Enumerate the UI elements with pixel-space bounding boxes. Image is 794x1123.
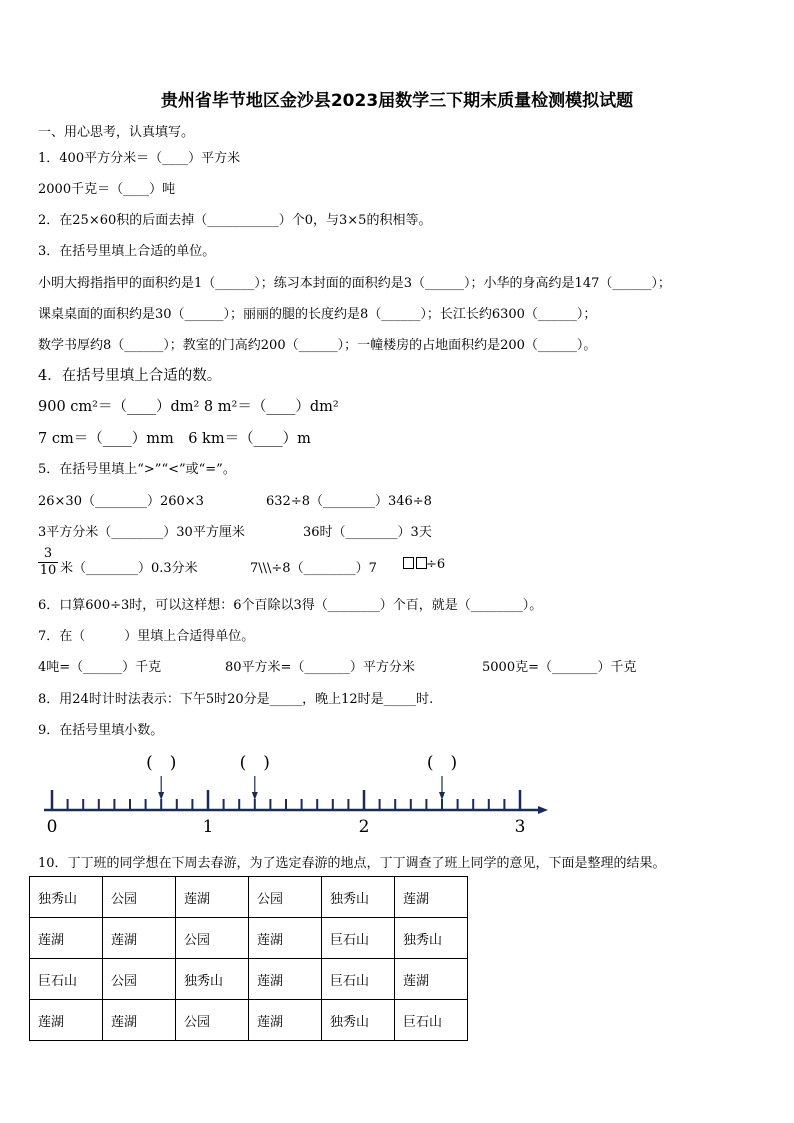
table-cell: 莲湖 bbox=[395, 959, 468, 1000]
compare-item: 36时（________）3天 bbox=[303, 525, 432, 540]
table-cell: 独秀山 bbox=[322, 1000, 395, 1041]
table-cell: 莲湖 bbox=[249, 1000, 322, 1041]
pointer-arrowhead bbox=[439, 792, 445, 800]
number-line-label: 0 bbox=[46, 817, 58, 837]
compare-item: 7\\\÷8（________）7 bbox=[250, 561, 377, 576]
number-line-label: 1 bbox=[202, 817, 214, 837]
compare-item: 632÷8（________）346÷8 bbox=[266, 494, 432, 509]
table-cell: 莲湖 bbox=[249, 959, 322, 1000]
table-cell: 公园 bbox=[103, 959, 176, 1000]
page-title: 贵州省毕节地区金沙县2023届数学三下期末质量检测模拟试题 bbox=[160, 91, 634, 111]
pointer-arrowhead bbox=[252, 792, 258, 800]
table-row bbox=[30, 1000, 468, 1041]
table-cell: 莲湖 bbox=[30, 918, 103, 959]
number-line-label: 2 bbox=[358, 817, 370, 837]
table-cell: 莲湖 bbox=[30, 1000, 103, 1041]
table-cell: 巨石山 bbox=[322, 918, 395, 959]
table-cell: 公园 bbox=[103, 877, 176, 918]
question-3-line-2: 课桌桌面的面积约是30（______）；丽丽的腿的长度约是8（______）；长江长约6300（______）； bbox=[38, 307, 597, 322]
question-4-line-2: 7 cm＝（____）mm 6 km＝（____）m bbox=[38, 431, 311, 447]
question-9: 9．在括号里填小数。 bbox=[38, 723, 164, 738]
table-row bbox=[30, 959, 468, 1000]
compare-item: 米（________）0.3分米 bbox=[60, 561, 198, 576]
table-cell: 公园 bbox=[176, 1000, 249, 1041]
unit-item: 4吨=（______）千克 bbox=[38, 660, 162, 675]
blank-boxes bbox=[402, 557, 428, 572]
compare-item: 26×30（________）260×3 bbox=[38, 494, 204, 509]
table-cell: 独秀山 bbox=[30, 877, 103, 918]
number-line-label: 3 bbox=[514, 817, 526, 837]
question-6: 6．口算600÷3时，可以这样想：6个百除以3得（________）个百，就是（________）。 bbox=[38, 598, 543, 613]
table-cell: 独秀山 bbox=[395, 918, 468, 959]
compare-item: 3平方分米（________）30平方厘米 bbox=[38, 525, 245, 540]
section-heading: 一、用心思考，认真填写。 bbox=[38, 125, 195, 140]
question-5: 5．在括号里填上“>”“<”或“=”。 bbox=[38, 462, 236, 477]
answer-bracket: ( ) bbox=[146, 753, 177, 773]
fraction-denominator: 10 bbox=[39, 563, 57, 578]
number-line-arrowhead bbox=[538, 806, 548, 814]
table-cell: 莲湖 bbox=[249, 918, 322, 959]
table-cell: 独秀山 bbox=[176, 959, 249, 1000]
question-7: 7．在（ ）里填上合适得单位。 bbox=[38, 629, 255, 644]
pointer-arrowhead bbox=[158, 792, 164, 800]
question-3-line-3: 数学书厚约8（______）；教室的门高约200（______）；一幢楼房的占地面积约是200（______）。 bbox=[38, 338, 597, 353]
table-cell: 独秀山 bbox=[322, 877, 395, 918]
compare-item: ÷6 bbox=[426, 557, 446, 572]
question-8: 8．用24时计时法表示：下午5时20分是_____，晚上12时是_____时. bbox=[38, 692, 434, 707]
unit-item: 5000克=（_______）千克 bbox=[482, 660, 637, 675]
survey-table bbox=[29, 876, 468, 1041]
table-cell: 莲湖 bbox=[176, 877, 249, 918]
fraction-numerator: 3 bbox=[38, 546, 58, 563]
table-cell: 公园 bbox=[176, 918, 249, 959]
table-row bbox=[30, 918, 468, 959]
answer-bracket: ( ) bbox=[239, 753, 270, 773]
question-2: 2．在25×60积的后面去掉（___________）个0，与3×5的积相等。 bbox=[38, 213, 432, 228]
table-cell: 巨石山 bbox=[322, 959, 395, 1000]
unit-item: 80平方米=（_______）平方分米 bbox=[225, 660, 415, 675]
question-4: 4．在括号里填上合适的数。 bbox=[38, 368, 222, 384]
table-cell: 巨石山 bbox=[395, 1000, 468, 1041]
question-3-line-1: 小明大拇指指甲的面积约是1（______）；练习本封面的面积约是3（______）；小华的身高约是147（______）； bbox=[38, 276, 671, 291]
table-cell: 莲湖 bbox=[103, 1000, 176, 1041]
question-10: 10．丁丁班的同学想在下周去春游，为了选定春游的地点，丁丁调查了班上同学的意见，下面是整理的结果。 bbox=[38, 856, 666, 871]
table-cell: 巨石山 bbox=[30, 959, 103, 1000]
answer-bracket: ( ) bbox=[426, 753, 458, 773]
question-4-line-1: 900 cm²＝（____）dm² 8 m²＝（____）dm² bbox=[38, 399, 339, 415]
table-cell: 公园 bbox=[249, 877, 322, 918]
question-3: 3．在括号里填上合适的单位。 bbox=[38, 244, 216, 259]
fraction bbox=[38, 546, 58, 579]
question-1a: 1．400平方分米＝（____）平方米 bbox=[38, 151, 241, 166]
table-row bbox=[30, 877, 468, 918]
table-cell: 莲湖 bbox=[103, 918, 176, 959]
question-1b: 2000千克＝（____）吨 bbox=[38, 182, 176, 197]
number-line bbox=[30, 748, 560, 840]
table-cell: 莲湖 bbox=[395, 877, 468, 918]
